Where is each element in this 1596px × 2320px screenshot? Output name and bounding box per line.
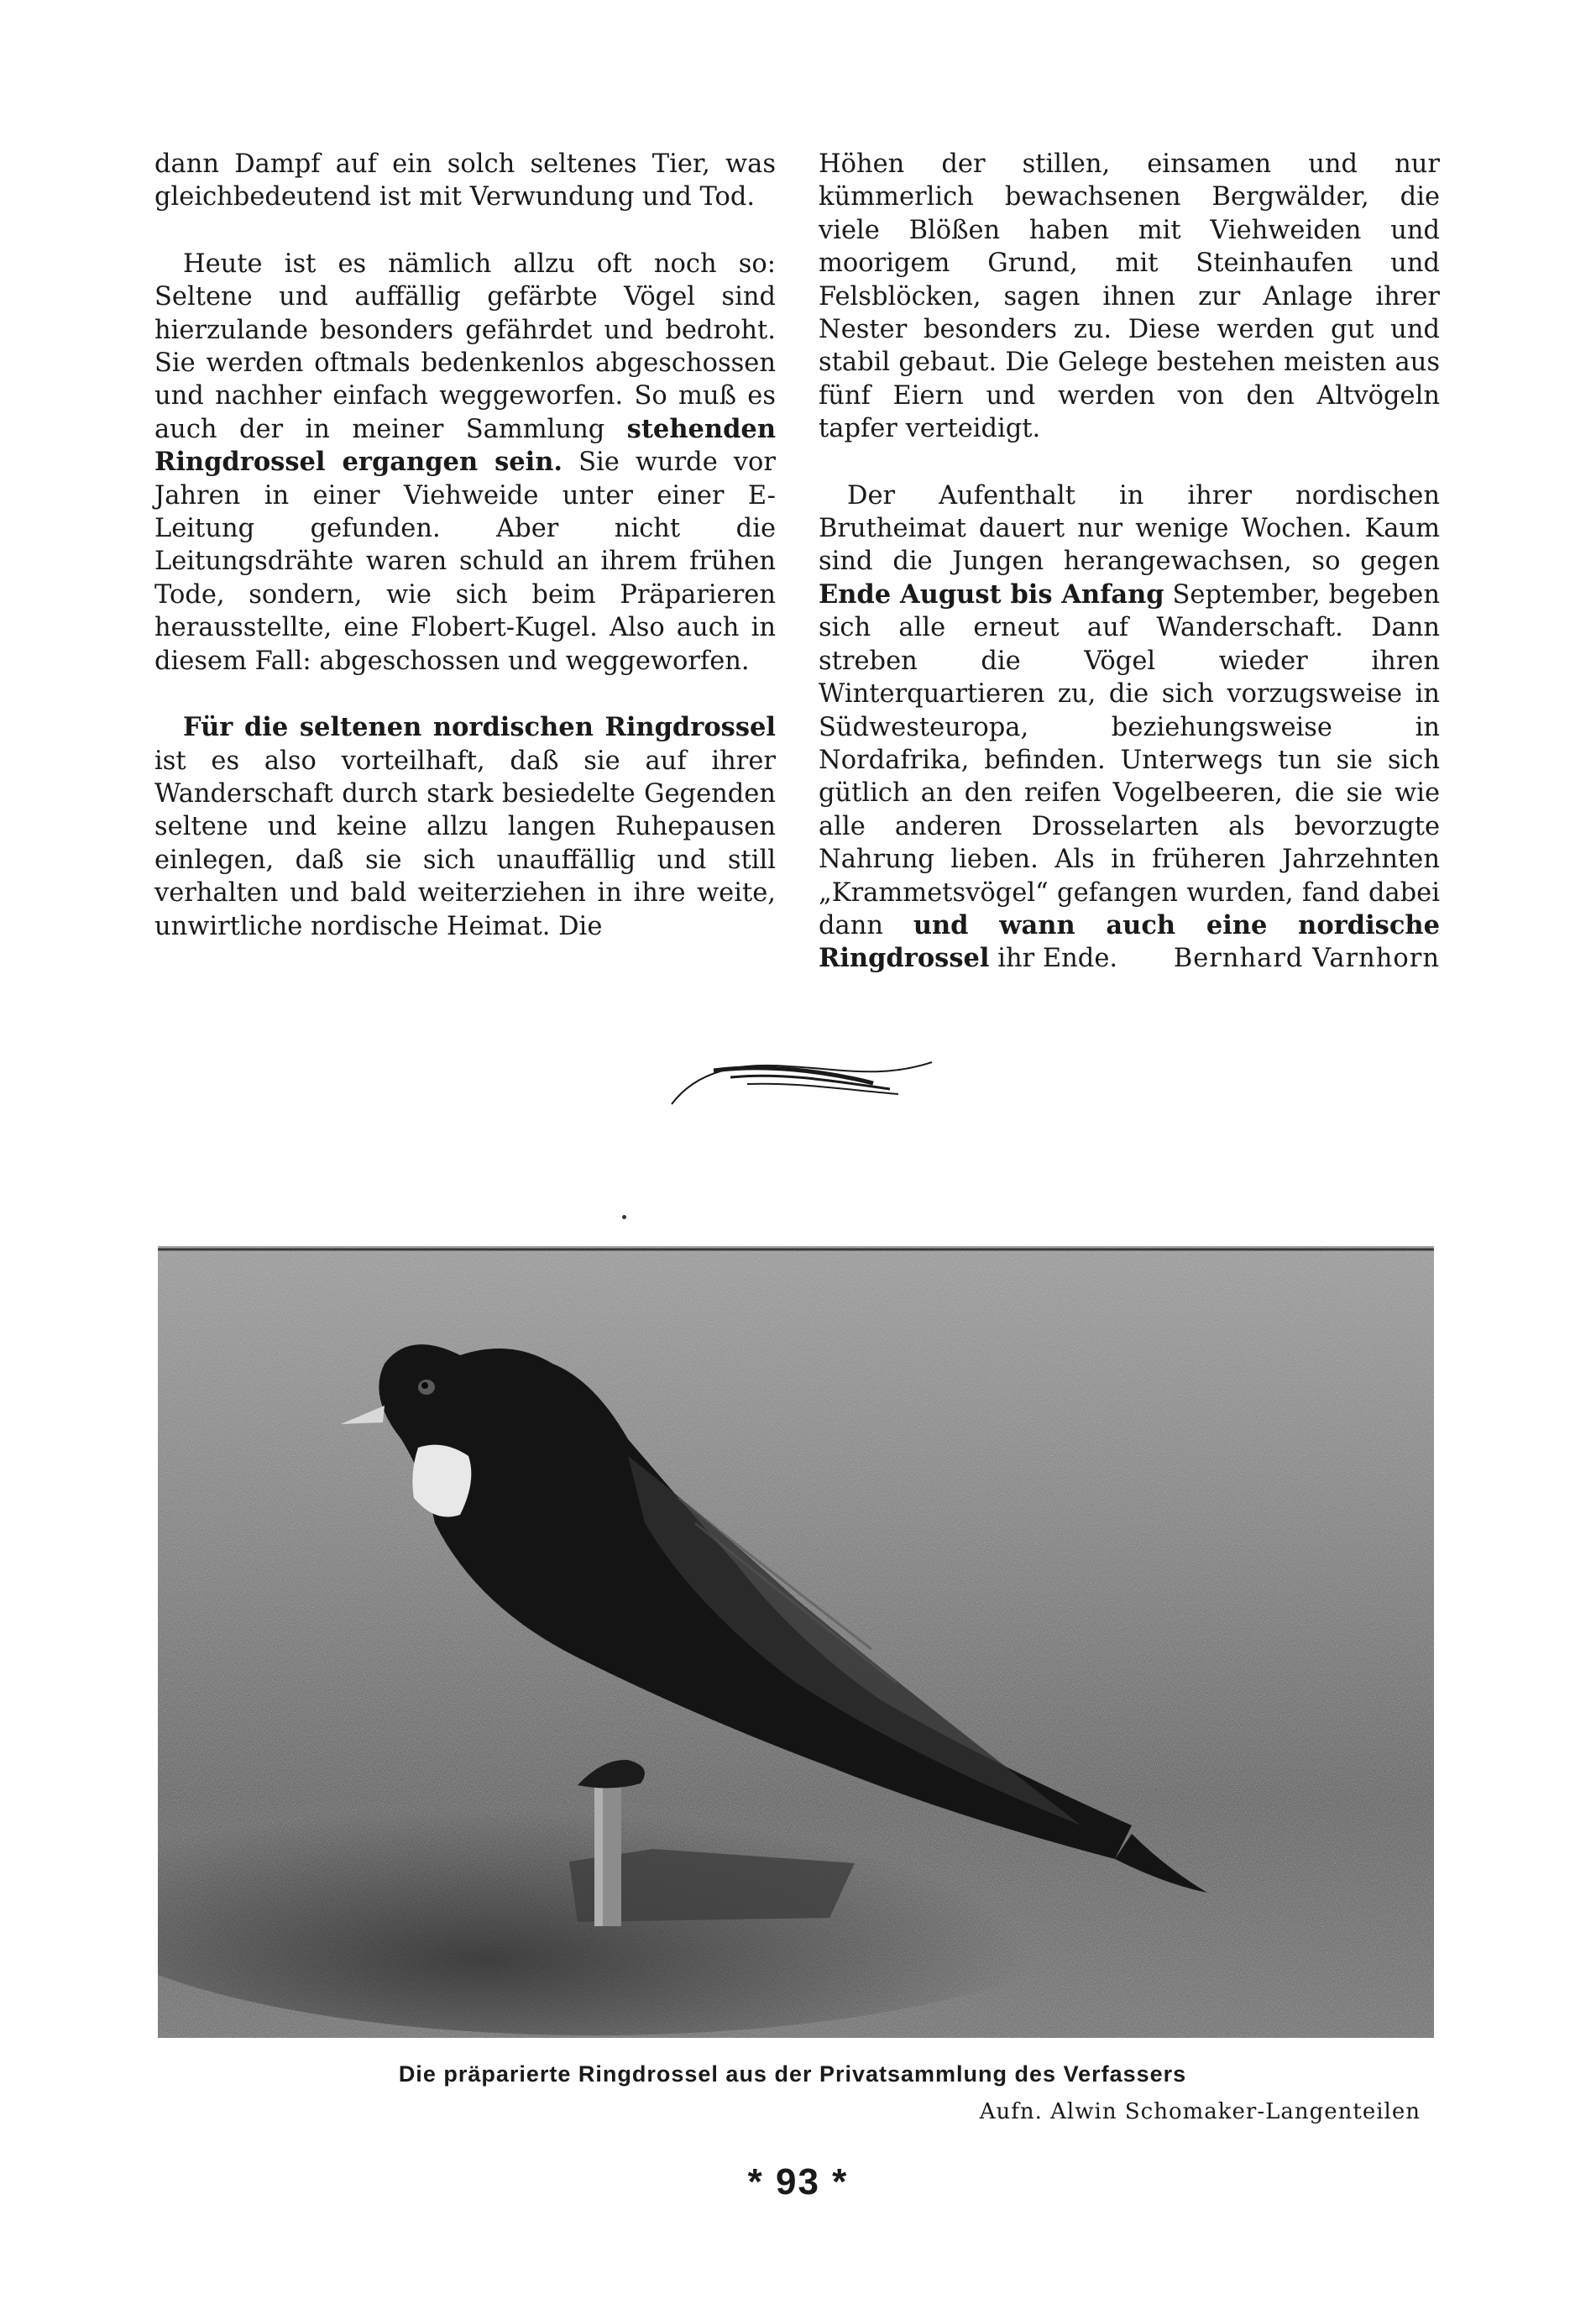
bold-text: Für die seltenen nordischen Ringdrossel [183,712,776,743]
left-column [154,148,776,977]
paragraph [154,711,776,943]
paragraph: dann Dampf auf ein solch seltenes Tier, was gleichbedeutend ist mit Verwundung und Tod. [154,149,776,212]
photo-credit: Aufn. Alwin Schomaker-Langenteilen [979,2099,1421,2124]
page-number: * 93 * [747,2161,849,2202]
text-run: September, begeben sich alle erneut auf Wanderschaft. Dann streben die Vögel wieder ihren Winterquartieren zu, die sich vorzugsweise in Südwesteuropa, beziehungsweise in Nordafrika, befinden. Unterwegs tun sie sich gütlich an den reifen Vogelbeeren, die sie wie alle anderen Drosselarten als bevorzugte Nahrung lieben. Als in früheren Jahrzehnten „Krammetsvögel“ gefangen wurden, fand dabei dann [819,579,1440,940]
right-column [819,148,1440,1009]
text-run: ihr Ende. [989,944,1118,974]
paragraph: Höhen der stillen, einsamen und nur kümmerlich bewachsenen Bergwälder, die viele Blößen haben mit Viehweiden und moorigem Grund, mit Steinhaufen und Felsblöcken, sagen ihnen zur Anlage ihrer Nester besonders zu. Diese werden gut und stabil gebaut. Die Gelege bestehen meisten aus fünf Eiern und werden von den Altvögeln tapfer verteidigt. [819,149,1440,444]
text-run: Heute ist es nämlich allzu oft noch so: Seltene und auffällig gefärbte Vögel sind hierzulande besonders gefährdet und bedroht. Sie werden oftmals bedenkenlos abgeschossen und nachher einfach weggeworfen. So muß es auch der in meiner Sammlung [154,249,776,444]
author-signature: Bernhard Varnhorn [1173,944,1440,974]
figure-caption: Die präparierte Ringdrossel aus der Privatsammlung des Verfassers [398,2061,1187,2087]
bold-text: und wann auch eine nordische Ringdrossel [819,909,1440,974]
bird-photo [158,1246,1434,2038]
ornament-divider [663,1045,940,1113]
paragraph [154,248,776,678]
paragraph [819,479,1440,976]
bold-text: Ende August bis Anfang [819,579,1164,610]
print-speck [622,1215,626,1219]
text-run: Der Aufenthalt in ihrer nordischen Brutheimat dauert nur wenige Wochen. Kaum sind die Jungen herangewachsen, so gegen [819,480,1440,577]
text-run: Sie wurde vor Jahren in einer Viehweide unter einer E-Leitung gefunden. Aber nicht die Leitungsdrähte waren schuld an ihrem frühen Tode, sondern, wie sich beim Präparieren herausstellte, eine Flobert-Kugel. Also auch in diesem Fall: abgeschossen und weggeworfen. [154,448,776,676]
text-run: ist es also vorteilhaft, daß sie auf ihrer Wanderschaft durch stark besiedelte Gegenden seltene und keine allzu langen Ruhepausen einlegen, daß sie sich unauffällig und still verhalten und bald weiterziehen in ihre weite, unwirtliche nordische Heimat. Die [154,746,776,941]
ring-ouzel-image [158,1246,1434,2038]
bold-text: stehenden Ringdrossel ergangen sein. [154,413,776,478]
